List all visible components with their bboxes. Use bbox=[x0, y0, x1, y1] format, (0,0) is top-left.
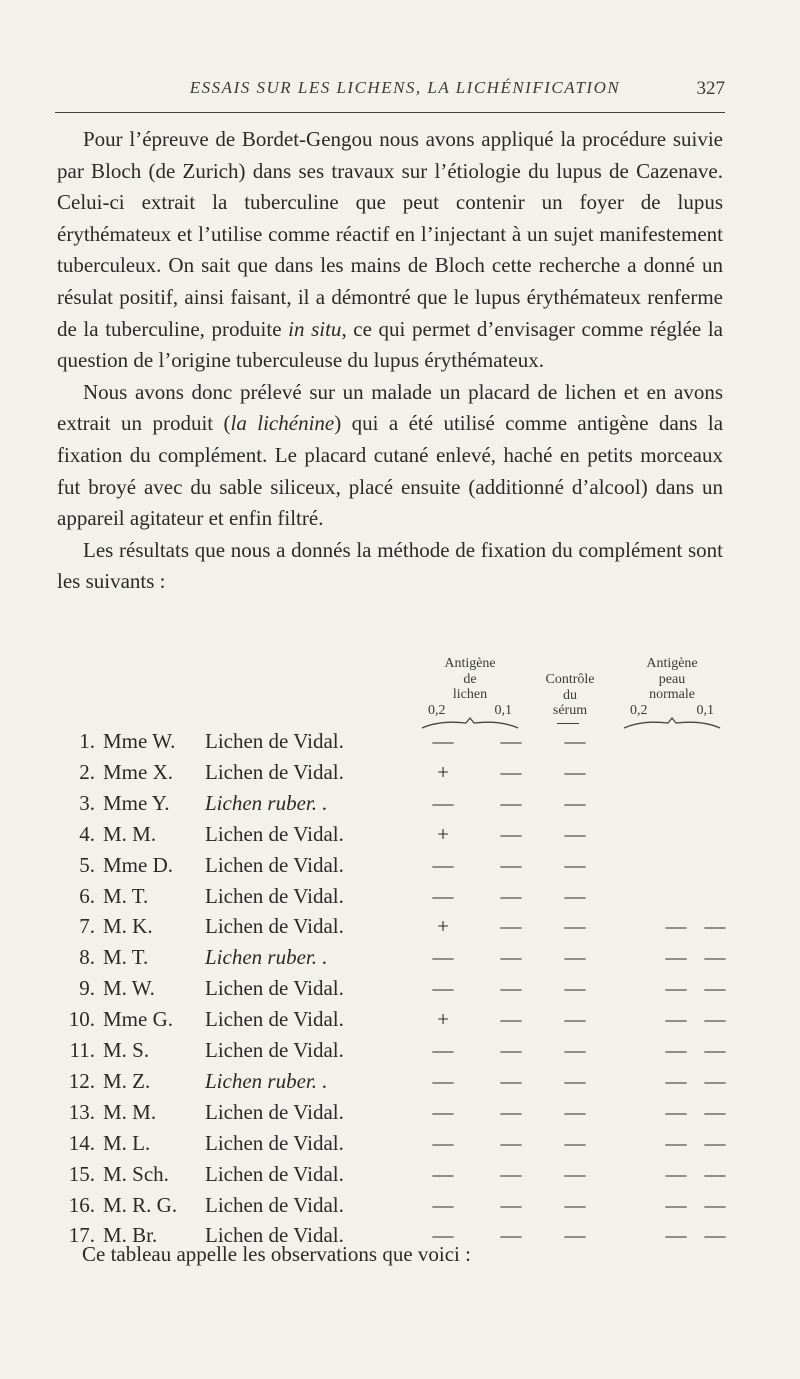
row-number: 8. bbox=[79, 945, 95, 970]
result-cell: — bbox=[665, 1038, 687, 1062]
row-number: 11. bbox=[69, 1038, 95, 1062]
result-cell: + bbox=[437, 821, 449, 846]
result-cell: — bbox=[704, 945, 726, 970]
result-cell: + bbox=[437, 914, 449, 939]
patient-name: Mme G. bbox=[103, 1007, 173, 1032]
result-cell: — bbox=[704, 976, 726, 1001]
result-cell: — bbox=[564, 852, 586, 877]
result-cell: — bbox=[665, 1099, 687, 1124]
result-cell: — bbox=[432, 1161, 454, 1186]
result-cell: — bbox=[500, 1068, 522, 1093]
result-cell: — bbox=[500, 1130, 522, 1155]
result-cell: — bbox=[500, 1223, 522, 1248]
row-number: 7. bbox=[79, 914, 95, 939]
body-text bbox=[57, 124, 723, 598]
closing-text: Ce tableau appelle les observations que voici : bbox=[82, 1242, 471, 1266]
result-cell: — bbox=[665, 1068, 687, 1093]
paragraph-2: Nous avons donc prélevé sur un malade un placard de lichen et en avons extrait un produit (la lichénine) qui a été utilisé comme antigène dans la fixation du complément. Le placard cutané enlevé, haché en petits morceaux fut broyé avec du sable siliceux, placé ensuite (additionné d’alcool) dans un appareil agitateur et enfin filtré. bbox=[57, 379, 724, 531]
diagnosis: Lichen de Vidal. bbox=[205, 852, 344, 877]
emphasis: la lichénine bbox=[230, 411, 335, 436]
diagnosis: Lichen de Vidal. bbox=[205, 759, 344, 784]
result-cell: — bbox=[564, 759, 586, 784]
patient-name: M. K. bbox=[103, 914, 153, 939]
diagnosis: Lichen de Vidal. bbox=[205, 1161, 344, 1186]
patient-name: M. Z. bbox=[103, 1068, 151, 1093]
result-cell: — bbox=[500, 1192, 522, 1217]
result-cell: — bbox=[704, 1099, 726, 1124]
result-cell: — bbox=[665, 945, 687, 970]
diagnosis: Lichen de Vidal. bbox=[205, 976, 344, 1001]
result-cell: — bbox=[500, 1099, 522, 1124]
diagnosis: Lichen de Vidal. bbox=[205, 1223, 344, 1248]
result-cell: — bbox=[564, 1007, 586, 1032]
result-cell: — bbox=[665, 914, 687, 939]
result-cell: — bbox=[665, 1192, 687, 1217]
result-cell: — bbox=[432, 1223, 454, 1248]
patient-name: Mme D. bbox=[103, 852, 173, 877]
diagnosis: Lichen de Vidal. bbox=[205, 821, 344, 846]
diagnosis: Lichen de Vidal. bbox=[205, 1130, 344, 1155]
result-cell: — bbox=[500, 1038, 522, 1062]
result-cell: — bbox=[432, 1099, 454, 1124]
result-cell: — bbox=[665, 1007, 687, 1032]
result-cell: — bbox=[432, 1192, 454, 1217]
result-cell: — bbox=[432, 852, 454, 877]
row-number: 12. bbox=[68, 1068, 95, 1093]
result-cell: — bbox=[704, 1223, 726, 1248]
result-cell: — bbox=[665, 1223, 687, 1248]
result-cell: — bbox=[564, 1130, 586, 1155]
result-cell: — bbox=[432, 976, 454, 1001]
result-cell: — bbox=[704, 914, 726, 939]
result-cell: — bbox=[564, 914, 586, 939]
diagnosis: Lichen de Vidal. bbox=[205, 1038, 344, 1062]
result-cell: — bbox=[500, 1007, 522, 1032]
result-cell: — bbox=[564, 1068, 586, 1093]
brace-antigene-peau bbox=[622, 716, 722, 730]
result-cell: + bbox=[437, 759, 449, 784]
result-cell: — bbox=[500, 976, 522, 1001]
row-number: 15. bbox=[68, 1161, 95, 1186]
result-cell: — bbox=[564, 976, 586, 1001]
header-rule bbox=[55, 112, 725, 113]
row-number: 10. bbox=[68, 1007, 95, 1032]
running-head: ESSAIS SUR LES LICHENS, LA LICHÉNIFICATION bbox=[189, 78, 621, 97]
patient-name: M. M. bbox=[103, 1099, 157, 1124]
diagnosis: Lichen de Vidal. bbox=[205, 914, 344, 939]
row-number: 6. bbox=[79, 883, 95, 908]
result-cell: — bbox=[432, 729, 454, 753]
row-number: 9. bbox=[79, 976, 95, 1001]
result-cell: — bbox=[500, 883, 522, 908]
result-cell: — bbox=[432, 790, 454, 815]
patient-name: M. S. bbox=[103, 1038, 150, 1062]
col-head-antigene-peau: Antigène peau normale 0,2 0,1 bbox=[630, 656, 714, 718]
result-cell: — bbox=[500, 729, 522, 753]
row-number: 14. bbox=[68, 1130, 95, 1155]
result-cell: — bbox=[500, 790, 522, 815]
result-cell: — bbox=[500, 821, 522, 846]
result-cell: + bbox=[437, 1007, 449, 1032]
controle-rule bbox=[557, 723, 579, 724]
diagnosis: Lichen ruber. . bbox=[205, 790, 328, 815]
diagnosis: Lichen de Vidal. bbox=[205, 1099, 344, 1124]
result-cell: — bbox=[704, 1038, 726, 1062]
row-number: 4. bbox=[79, 821, 95, 846]
row-number: 5. bbox=[79, 852, 95, 877]
result-cell: — bbox=[564, 821, 586, 846]
row-number: 1. bbox=[79, 729, 95, 753]
result-cell: — bbox=[564, 1223, 586, 1248]
result-cell: — bbox=[500, 1161, 522, 1186]
result-cell: — bbox=[500, 759, 522, 784]
diagnosis: Lichen de Vidal. bbox=[205, 1007, 344, 1032]
row-number: 3. bbox=[79, 790, 95, 815]
result-cell: — bbox=[500, 945, 522, 970]
result-cell: — bbox=[704, 1068, 726, 1093]
result-cell: — bbox=[564, 1192, 586, 1217]
diagnosis: Lichen de Vidal. bbox=[205, 1192, 344, 1217]
result-cell: — bbox=[704, 1192, 726, 1217]
result-cell: — bbox=[432, 1068, 454, 1093]
result-cell: — bbox=[500, 852, 522, 877]
diagnosis: Lichen de Vidal. bbox=[205, 729, 344, 753]
result-cell: — bbox=[500, 914, 522, 939]
result-cell: — bbox=[564, 1099, 586, 1124]
emphasis: in situ bbox=[288, 316, 342, 341]
patient-name: M. T. bbox=[103, 883, 149, 908]
result-cell: — bbox=[665, 1161, 687, 1186]
patient-name: Mme Y. bbox=[103, 790, 170, 815]
row-number: 13. bbox=[68, 1099, 95, 1124]
row-number: 16. bbox=[68, 1192, 95, 1217]
patient-name: Mme W. bbox=[103, 729, 176, 753]
result-cell: — bbox=[564, 1161, 586, 1186]
row-number: 2. bbox=[79, 759, 95, 784]
result-cell: — bbox=[665, 1130, 687, 1155]
result-cell: — bbox=[432, 1038, 454, 1062]
col-head-antigene-lichen: Antigène de lichen 0,2 0,1 bbox=[428, 656, 512, 718]
result-cell: — bbox=[564, 945, 586, 970]
patient-name: M. L. bbox=[103, 1130, 151, 1155]
patient-name: M. Br. bbox=[103, 1223, 158, 1248]
row-number: 17. bbox=[68, 1223, 95, 1248]
result-cell: — bbox=[432, 1130, 454, 1155]
patient-name: Mme X. bbox=[103, 759, 173, 784]
patient-name: M. Sch. bbox=[103, 1161, 169, 1186]
result-cell: — bbox=[432, 945, 454, 970]
col-head-controle: Contrôle du sérum bbox=[545, 672, 595, 718]
diagnosis: Lichen ruber. . bbox=[205, 1068, 328, 1093]
patient-name: M. R. G. bbox=[103, 1192, 178, 1217]
patient-name: M. M. bbox=[103, 821, 157, 846]
paragraph-3: Les résultats que nous a donnés la méthode de fixation du complément sont les suivants : bbox=[57, 537, 723, 594]
page-header bbox=[55, 72, 725, 112]
diagnosis: Lichen ruber. . bbox=[205, 945, 328, 970]
result-cell: — bbox=[704, 1007, 726, 1032]
patient-name: M. W. bbox=[103, 976, 155, 1001]
result-cell: — bbox=[564, 729, 586, 753]
diagnosis: Lichen de Vidal. bbox=[205, 883, 344, 908]
result-cell: — bbox=[564, 790, 586, 815]
patient-name: M. T. bbox=[103, 945, 149, 970]
paragraph-1: Pour l’épreuve de Bordet-Gengou nous avons appliqué la procédure suivie par Bloch (de Zurich) dans ses travaux sur l’étiologie du lupus de Cazenave. Celui-ci extrait la tuberculine que peut contenir un foyer de lupus érythémateux et l’utilise comme réactif en l’injectant à un sujet manifestement tuberculeux. On sait que dans les mains de Bloch cette recherche a donné un résulat positif, ainsi faisant, il a démontré que le lupus érythémateux renferme de la tuberculine, produite in situ, ce qui permet d’envisager comme réglée la question de l’origine tuberculeuse du lupus érythémateux. bbox=[57, 127, 723, 373]
result-cell: — bbox=[564, 883, 586, 908]
result-cell: — bbox=[564, 1038, 586, 1062]
result-cell: — bbox=[665, 976, 687, 1001]
result-cell: — bbox=[432, 883, 454, 908]
page-number: 327 bbox=[696, 78, 725, 99]
result-cell: — bbox=[704, 1130, 726, 1155]
result-cell: — bbox=[704, 1161, 726, 1186]
